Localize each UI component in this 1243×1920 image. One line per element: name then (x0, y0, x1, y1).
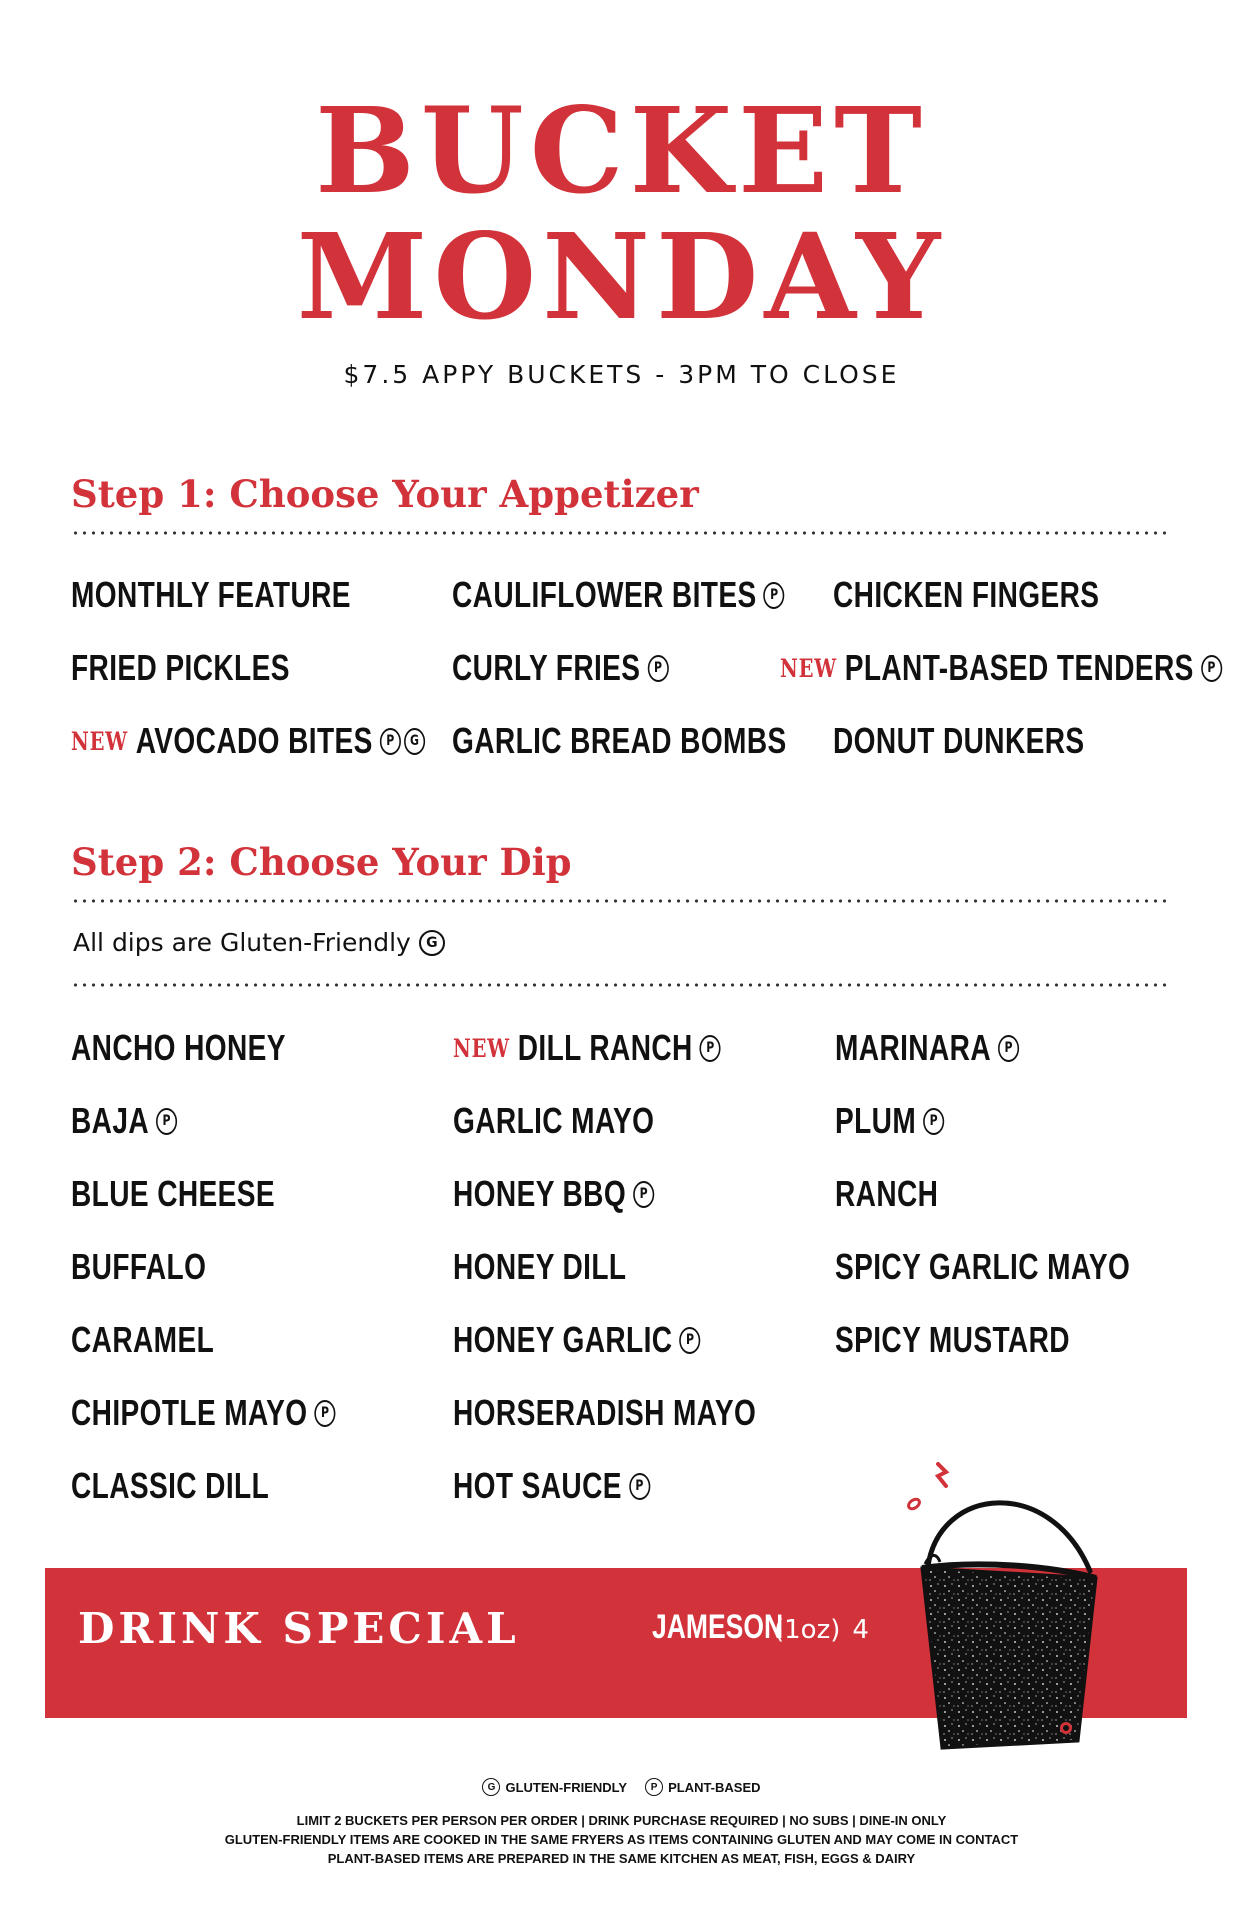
item-name: HORSERADISH MAYO (453, 1392, 757, 1433)
item-name: CAULIFLOWER BITES (452, 574, 757, 615)
appetizer-item-monthly-feature (71, 574, 351, 616)
dip-item-caramel (71, 1319, 214, 1361)
item-name: CLASSIC DILL (71, 1465, 270, 1506)
plant-based-icon: P (629, 1473, 650, 1500)
bucket-icon (900, 1456, 1110, 1756)
new-label: NEW (71, 726, 128, 756)
appetizer-item-curly-fries (452, 647, 668, 689)
dotted-divider (71, 899, 1166, 903)
decorative-dot-icon (1060, 1722, 1072, 1734)
plant-based-icon: P (645, 1778, 663, 1796)
dip-item-ancho-honey (71, 1027, 286, 1069)
new-label: NEW (453, 1033, 510, 1063)
item-name: HOT SAUCE (453, 1465, 622, 1506)
item-name: HONEY DILL (453, 1246, 627, 1287)
item-name: BAJA (71, 1100, 150, 1141)
dip-item-honey-garlic (453, 1319, 701, 1361)
item-name: CHICKEN FINGERS (833, 574, 1100, 615)
item-name: PLANT-BASED TENDERS (844, 647, 1194, 688)
plant-based-icon: P (923, 1108, 944, 1135)
appetizer-item-plant-based-tenders (780, 647, 1222, 689)
title-line-2: MONDAY (296, 207, 947, 346)
item-name: BUFFALO (71, 1246, 207, 1287)
item-name: RANCH (835, 1173, 939, 1214)
appetizer-item-avocado-bites (71, 720, 425, 762)
item-name: GARLIC BREAD BOMBS (452, 720, 787, 761)
drink-name: JAMESON (652, 1608, 784, 1646)
dip-item-dill-ranch (453, 1027, 721, 1069)
plant-based-icon: P (764, 582, 785, 609)
dips-note-text: All dips are Gluten-Friendly (73, 928, 411, 957)
drink-size: (1oz) (774, 1615, 841, 1645)
dip-item-plum (835, 1100, 944, 1142)
plant-based-icon: P (315, 1400, 336, 1427)
step2-heading: Step 2: Choose Your Dip (71, 840, 572, 884)
legend-plant-label: PLANT-BASED (668, 1779, 761, 1795)
dip-item-honey-bbq (453, 1173, 654, 1215)
item-name: MARINARA (835, 1027, 991, 1068)
appetizer-item-chicken-fingers (833, 574, 1099, 616)
step1-heading: Step 1: Choose Your Appetizer (71, 472, 699, 516)
plant-based-icon: P (998, 1035, 1019, 1062)
item-name: ANCHO HONEY (71, 1027, 286, 1068)
dip-item-hot-sauce (453, 1465, 650, 1507)
item-name: PLUM (835, 1100, 917, 1141)
item-name: CHIPOTLE MAYO (71, 1392, 308, 1433)
appetizer-item-cauliflower-bites (452, 574, 785, 616)
drink-special-title: DRINK SPECIAL (78, 1604, 520, 1653)
item-name: BLUE CHEESE (71, 1173, 276, 1214)
plant-based-icon: P (679, 1327, 700, 1354)
dip-item-honey-dill (453, 1246, 626, 1288)
subtitle: $7.5 APPY BUCKETS - 3PM TO CLOSE (343, 360, 900, 389)
item-name: SPICY MUSTARD (835, 1319, 1070, 1360)
item-name: FRIED PICKLES (71, 647, 290, 688)
dotted-divider (71, 983, 1166, 987)
dip-item-buffalo (71, 1246, 206, 1288)
item-name: MONTHLY FEATURE (71, 574, 351, 615)
gluten-friendly-icon: G (404, 728, 425, 755)
gluten-friendly-icon: G (419, 930, 445, 956)
item-name: HONEY GARLIC (453, 1319, 673, 1360)
plant-based-icon: P (156, 1108, 177, 1135)
appetizer-item-donut-dunkers (833, 720, 1085, 762)
fine-print-line: PLANT-BASED ITEMS ARE PREPARED IN THE SAME KITCHEN AS MEAT, FISH, EGGS & DAIRY (327, 1851, 916, 1866)
drink-special-item (652, 1608, 869, 1647)
fine-print-line: GLUTEN-FRIENDLY ITEMS ARE COOKED IN THE SAME FRYERS AS ITEMS CONTAINING GLUTEN AND MAY COME IN CONTACT (224, 1832, 1019, 1847)
plant-based-icon: P (633, 1181, 654, 1208)
item-name: CURLY FRIES (452, 647, 641, 688)
legend-gluten-label: GLUTEN-FRIENDLY (505, 1779, 628, 1795)
dip-item-marinara (835, 1027, 1019, 1069)
appetizer-item-fried-pickles (71, 647, 290, 689)
item-name: GARLIC MAYO (453, 1100, 655, 1141)
plant-based-icon: P (1201, 655, 1222, 682)
plant-based-icon: P (380, 728, 401, 755)
item-name: DONUT DUNKERS (833, 720, 1085, 761)
item-name: AVOCADO BITES (135, 720, 373, 761)
dip-item-blue-cheese (71, 1173, 275, 1215)
dip-item-ranch (835, 1173, 938, 1215)
item-name: DILL RANCH (517, 1027, 693, 1068)
dip-item-spicy-garlic-mayo (835, 1246, 1130, 1288)
item-name: CARAMEL (71, 1319, 215, 1360)
new-label: NEW (780, 653, 837, 683)
dip-item-classic-dill (71, 1465, 269, 1507)
gluten-friendly-icon: G (482, 1778, 500, 1796)
item-name: HONEY BBQ (453, 1173, 627, 1214)
plant-based-icon: P (700, 1035, 721, 1062)
item-name: SPICY GARLIC MAYO (835, 1246, 1131, 1287)
drink-price: 4 (852, 1615, 869, 1645)
dip-item-spicy-mustard (835, 1319, 1070, 1361)
plant-based-icon: P (647, 655, 668, 682)
dip-item-chipotle-mayo (71, 1392, 336, 1434)
title-line-1: BUCKET (315, 81, 928, 220)
fine-print-line: LIMIT 2 BUCKETS PER PERSON PER ORDER | DRINK PURCHASE REQUIRED | NO SUBS | DINE-IN ONLY (296, 1813, 947, 1828)
dip-item-garlic-mayo (453, 1100, 654, 1142)
dips-note (73, 928, 445, 957)
appetizer-item-garlic-bread-bombs (452, 720, 787, 762)
dip-item-baja (71, 1100, 177, 1142)
legend (0, 1778, 1243, 1796)
dip-item-horseradish-mayo (453, 1392, 756, 1434)
dotted-divider (71, 531, 1166, 535)
